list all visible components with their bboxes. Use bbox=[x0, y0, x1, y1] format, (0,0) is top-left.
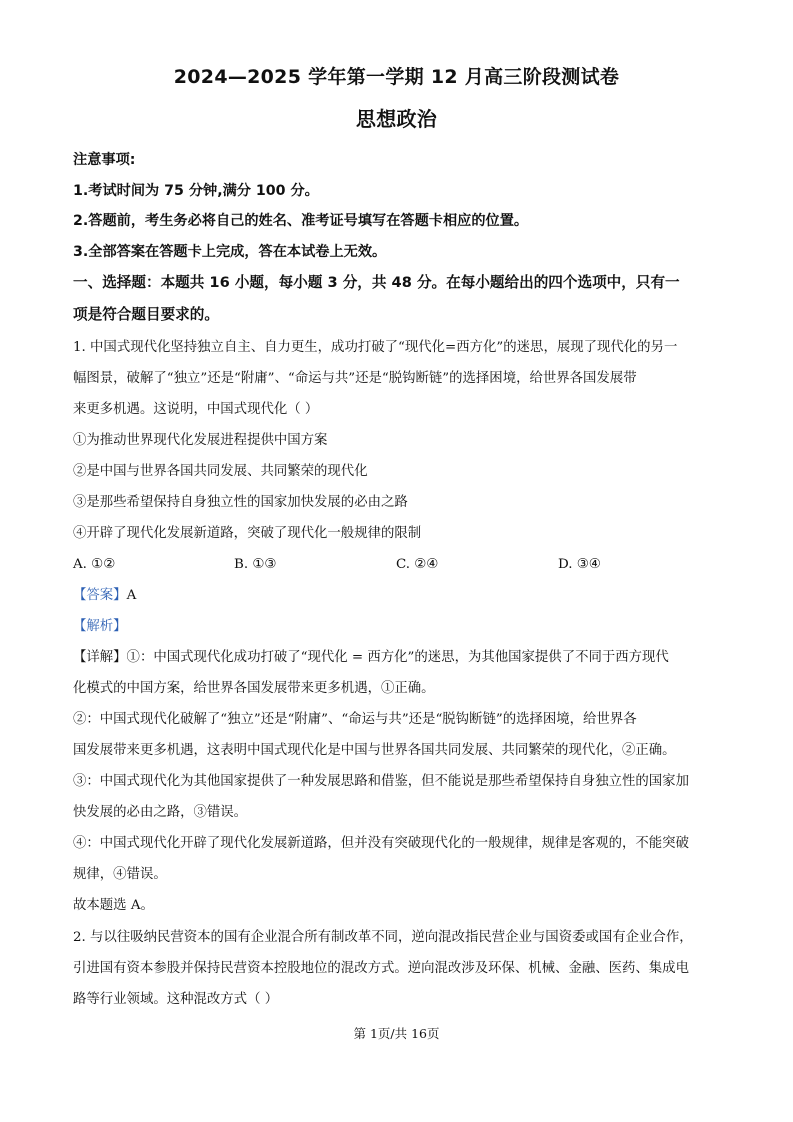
option-b: B. ①③ bbox=[234, 557, 277, 572]
page-footer: 第 1页/共 16页 bbox=[353, 1026, 440, 1041]
question-stem: 来更多机遇。这说明，中国式现代化（ ） bbox=[73, 402, 319, 417]
section-heading: 项是符合题目要求的。 bbox=[73, 306, 219, 323]
notice-heading: 注意事项: bbox=[73, 152, 136, 168]
subject-title: 思想政治 bbox=[355, 107, 438, 131]
detail-line: ②：中国式现代化破解了“独立”还是“附庸”、“命运与共”还是“脱钩断链”的选择困境，给世界各 bbox=[73, 712, 637, 727]
detail-line: 快发展的必由之路，③错误。 bbox=[73, 805, 248, 820]
question-stem: 幅图景，破解了“独立”还是“附庸”、“命运与共”还是“脱钩断链”的选择困境，给世界各国发展带 bbox=[73, 371, 637, 386]
detail-line: ③：中国式现代化为其他国家提供了一种发展思路和借鉴，但不能说是那些希望保持自身独立性的国家加 bbox=[73, 774, 689, 789]
statement: ①为推动世界现代化发展进程提供中国方案 bbox=[73, 433, 328, 448]
exam-title: 2024—2025 学年第一学期 12 月高三阶段测试卷 bbox=[173, 66, 620, 88]
option-a: A. ①② bbox=[73, 557, 116, 572]
analysis-tag: 【解析】 bbox=[73, 619, 127, 634]
question-stem: 1. 中国式现代化坚持独立自主、自力更生，成功打破了“现代化=西方化”的迷思，展现了现代化的另一 bbox=[73, 340, 678, 355]
answer-tag: 【答案】 bbox=[73, 588, 127, 603]
question-stem: 2. 与以往吸纳民营资本的国有企业混合所有制改革不同，逆向混改指民营企业与国资委或国有企业合作， bbox=[73, 930, 693, 945]
detail-line: ④：中国式现代化开辟了现代化发展新道路，但并没有突破现代化的一般规律，规律是客观的，不能突破 bbox=[73, 836, 689, 851]
detail-line: 国发展带来更多机遇，这表明中国式现代化是中国与世界各国共同发展、共同繁荣的现代化，②正确。 bbox=[73, 743, 676, 758]
detail-line: 【详解】①：中国式现代化成功打破了“现代化 = 西方化”的迷思，为其他国家提供了不同于西方现代 bbox=[73, 650, 669, 665]
option-c: C. ②④ bbox=[396, 557, 439, 572]
answer-line bbox=[73, 586, 723, 606]
notice-item: 3.全部答案在答题卡上完成，答在本试卷上无效。 bbox=[73, 244, 387, 260]
detail-line: 化模式的中国方案，给世界各国发展带来更多机遇，①正确。 bbox=[73, 681, 435, 696]
conclusion-line: 故本题选 A。 bbox=[73, 898, 154, 913]
notice-item: 2.答题前，考生务必将自己的姓名、准考证号填写在答题卡相应的位置。 bbox=[73, 213, 529, 229]
section-heading: 一、选择题：本题共 16 小题，每小题 3 分，共 48 分。在每小题给出的四个选项中，只有一 bbox=[73, 274, 680, 291]
statement: ③是那些希望保持自身独立性的国家加快发展的必由之路 bbox=[73, 495, 408, 510]
option-d: D. ③④ bbox=[558, 557, 601, 572]
notice-item: 1.考试时间为 75 分钟,满分 100 分。 bbox=[73, 183, 319, 199]
statement: ④开辟了现代化发展新道路，突破了现代化一般规律的限制 bbox=[73, 526, 422, 541]
question-stem: 路等行业领域。这种混改方式（ ） bbox=[73, 992, 279, 1007]
detail-line: 规律，④错误。 bbox=[73, 867, 167, 882]
answer-value: A bbox=[126, 588, 137, 603]
statement: ②是中国与世界各国共同发展、共同繁荣的现代化 bbox=[73, 464, 368, 479]
question-stem: 引进国有资本参股并保持民营资本控股地位的混改方式。逆向混改涉及环保、机械、金融、医药、集成电 bbox=[73, 961, 689, 976]
